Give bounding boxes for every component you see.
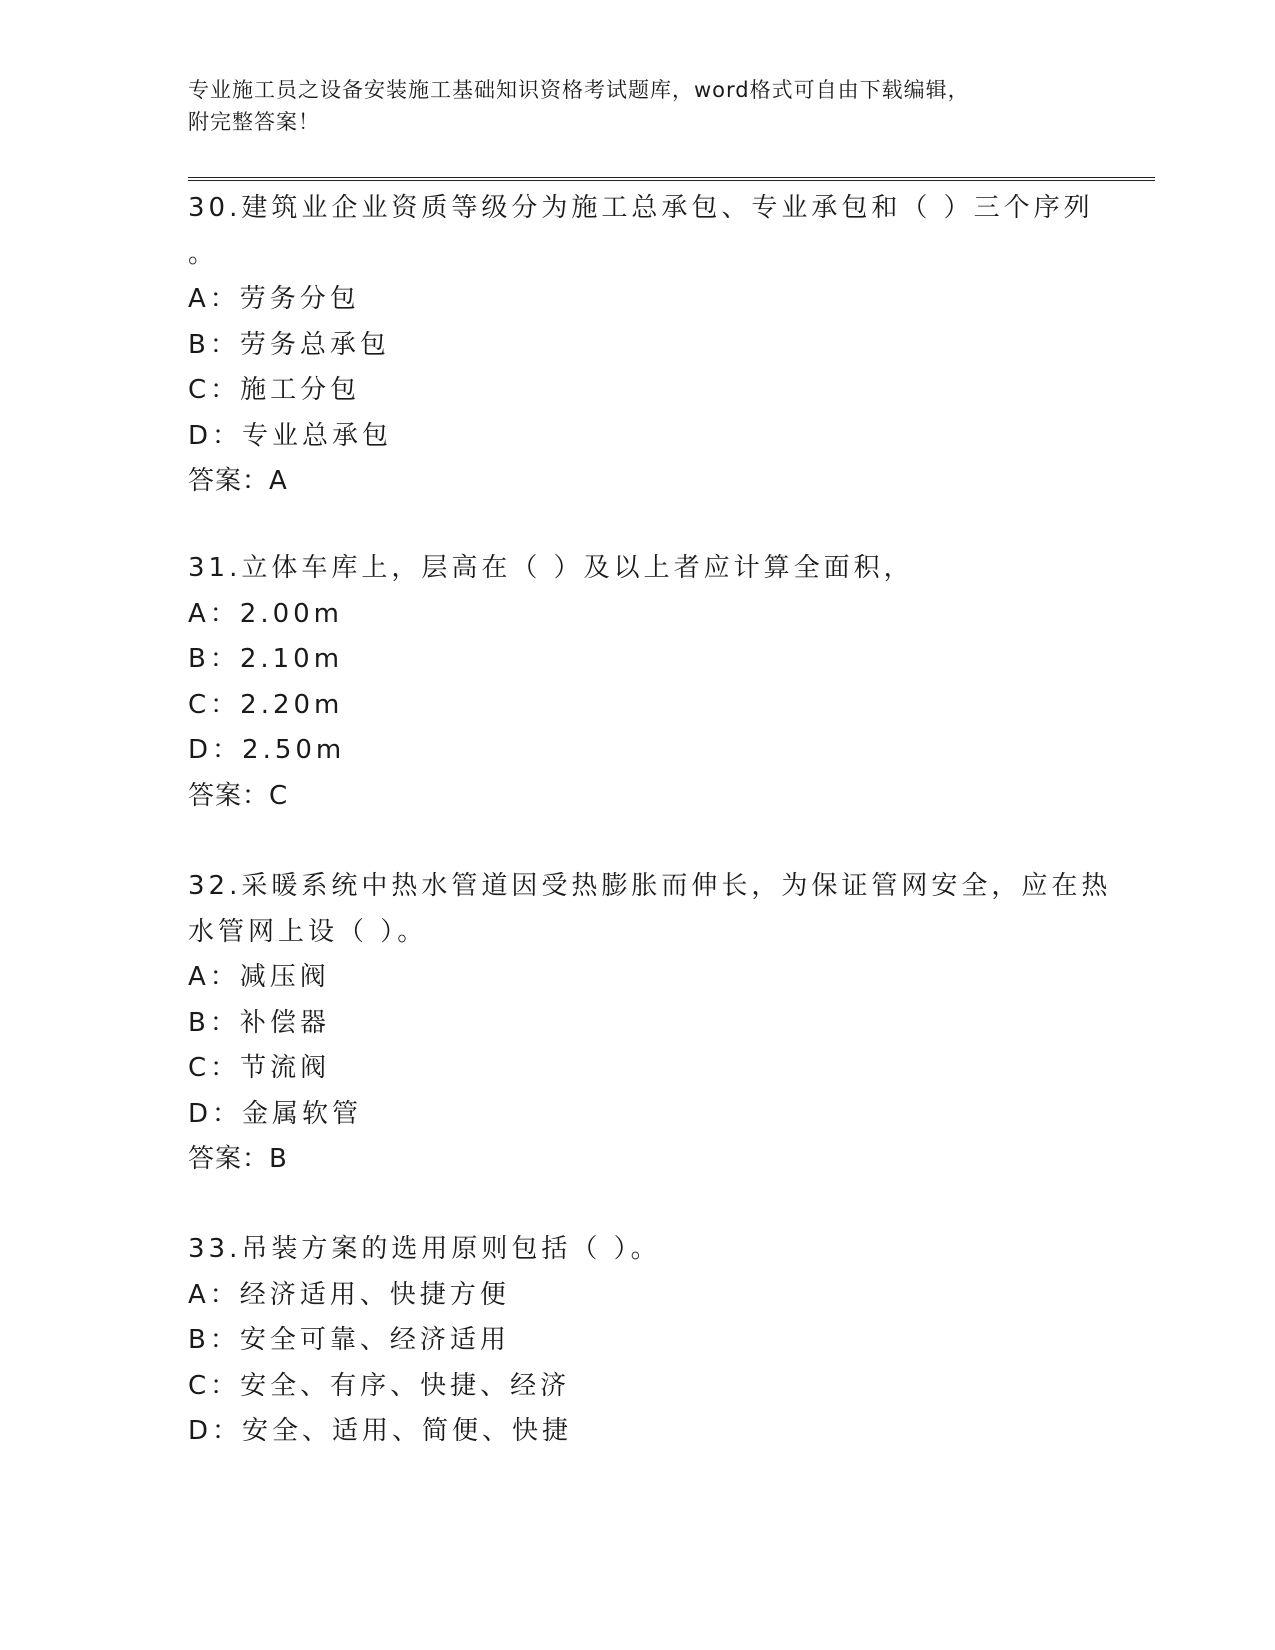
option-b: B：补偿器	[188, 1007, 330, 1038]
option-d: D：专业总承包	[188, 420, 393, 451]
question-stem-continued: 水管网上设（ ）。	[188, 916, 428, 947]
option-a: A：2.00m	[188, 598, 344, 629]
option-c: C：施工分包	[188, 375, 361, 405]
question-stem: 30.建筑业企业资质等级分为施工总承包、专业承包和（ ）三个序列	[188, 193, 1094, 223]
header-line-1: 专业施工员之设备安装施工基础知识资格考试题库，word格式可自由下载编辑，	[188, 78, 970, 102]
question-stem: 33.吊装方案的选用原则包括（ ）。	[188, 1234, 661, 1264]
option-a: A：劳务分包	[188, 284, 360, 314]
answer-line: 答案：C	[188, 780, 289, 811]
answer-line: 答案：B	[188, 1144, 288, 1174]
option-d: D：安全、适用、简便、快捷	[188, 1416, 573, 1446]
question-31	[188, 546, 1088, 819]
answer-line: 答案：A	[188, 466, 288, 496]
question-stem: 31.立体车库上，层高在（ ）及以上者应计算全面积，	[188, 553, 914, 583]
option-d: D：金属软管	[188, 1098, 363, 1129]
option-b: B：2.10m	[188, 644, 344, 674]
option-c: C：安全、有序、快捷、经济	[188, 1370, 571, 1401]
question-stem: 32.采暖系统中热水管道因受热膨胀而伸长，为保证管网安全，应在热	[188, 871, 1112, 901]
option-d: D：2.50m	[188, 735, 346, 765]
option-a: A：经济适用、快捷方便	[188, 1279, 510, 1310]
header-line-2: 附完整答案！	[188, 110, 320, 134]
question-32	[188, 864, 1112, 1183]
option-c: C：2.20m	[188, 689, 344, 720]
question-30	[188, 186, 1094, 505]
option-c: C：节流阀	[188, 1053, 331, 1083]
document-header	[188, 74, 1088, 138]
option-b: B：劳务总承包	[188, 329, 390, 360]
question-33	[188, 1227, 1088, 1455]
question-stem-continued: 。	[188, 238, 219, 269]
option-b: B：安全可靠、经济适用	[188, 1325, 510, 1355]
option-a: A：减压阀	[188, 962, 330, 992]
header-divider	[188, 177, 1155, 181]
